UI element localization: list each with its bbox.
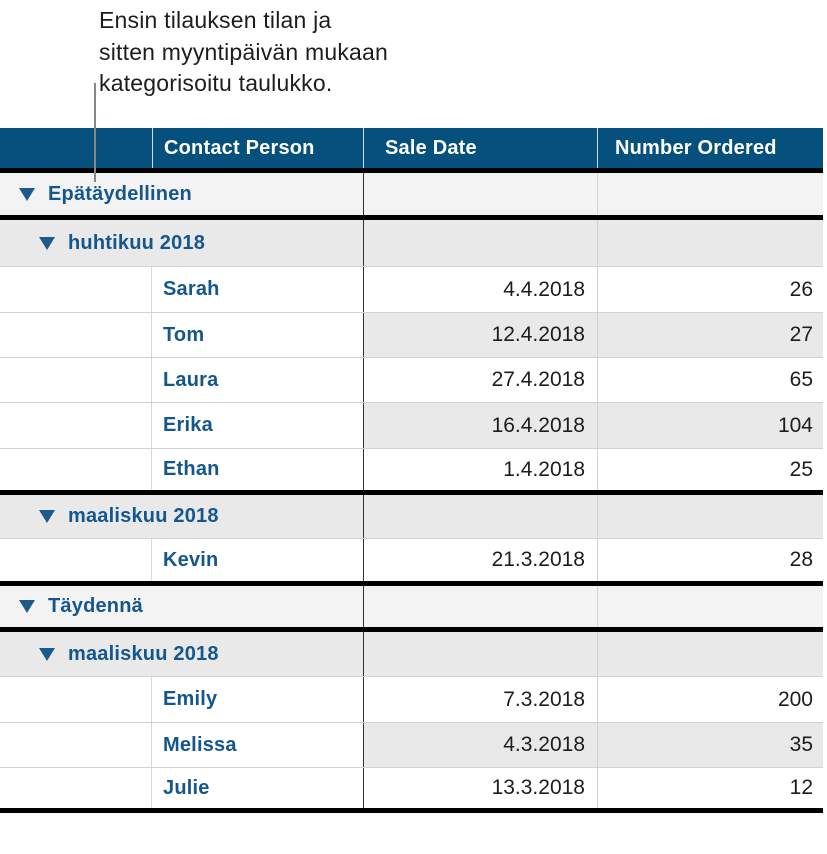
sale-date-cell[interactable]: 13.3.2018 (363, 768, 597, 808)
number-ordered-cell[interactable]: 104 (597, 403, 823, 448)
disclosure-triangle-icon[interactable] (19, 188, 35, 201)
category-label: Epätäydellinen (48, 182, 192, 205)
category-label: Täydennä (48, 595, 143, 617)
sale-date-cell[interactable]: 12.4.2018 (363, 313, 597, 357)
sale-date-cell[interactable]: 4.4.2018 (363, 267, 597, 312)
data-row (0, 539, 823, 586)
data-row (0, 768, 823, 813)
row-stub-cell[interactable] (0, 358, 152, 402)
contact-name-cell[interactable]: Kevin (163, 548, 219, 571)
sale-date-cell[interactable]: 7.3.2018 (363, 677, 597, 722)
contact-name-cell[interactable]: Sarah (163, 278, 220, 300)
sale-date-cell[interactable]: 21.3.2018 (363, 539, 597, 581)
column-header-sale-date[interactable]: Sale Date (363, 128, 597, 168)
empty-cell[interactable] (597, 632, 823, 676)
row-stub-cell[interactable] (0, 267, 152, 312)
sale-date-cell[interactable]: 27.4.2018 (363, 358, 597, 402)
row-stub-cell[interactable] (0, 723, 152, 767)
category-label-cell[interactable] (0, 632, 363, 676)
data-row (0, 358, 823, 403)
disclosure-triangle-icon[interactable] (39, 237, 55, 250)
number-ordered-cell[interactable]: 28 (597, 539, 823, 581)
category-label-cell[interactable] (0, 495, 363, 538)
data-row (0, 403, 823, 449)
empty-cell[interactable] (363, 173, 597, 215)
category-label-cell[interactable] (0, 173, 363, 215)
sale-date-cell[interactable]: 4.3.2018 (363, 723, 597, 767)
category-label-cell[interactable] (0, 586, 363, 627)
empty-cell[interactable] (363, 495, 597, 538)
category-label: maaliskuu 2018 (68, 505, 219, 527)
category-row (0, 586, 823, 632)
data-row (0, 267, 823, 313)
number-ordered-cell[interactable]: 25 (597, 449, 823, 490)
callout-line (94, 83, 96, 182)
row-stub-cell[interactable] (0, 768, 152, 808)
contact-name-cell[interactable]: Erika (163, 414, 213, 436)
category-row (0, 495, 823, 539)
row-stub-cell[interactable] (0, 403, 152, 448)
header-stub-cell[interactable] (0, 128, 152, 168)
row-stub-cell[interactable] (0, 449, 152, 490)
contact-name-cell[interactable]: Melissa (163, 733, 237, 756)
category-row (0, 632, 823, 677)
disclosure-triangle-icon[interactable] (19, 600, 35, 613)
column-header-contact-person[interactable]: Contact Person (152, 128, 363, 168)
number-ordered-cell[interactable]: 35 (597, 723, 823, 767)
data-row (0, 449, 823, 495)
number-ordered-cell[interactable]: 12 (597, 768, 823, 808)
contact-name-cell[interactable]: Emily (163, 688, 218, 710)
sale-date-cell[interactable]: 1.4.2018 (363, 449, 597, 490)
column-header-number-ordered[interactable]: Number Ordered (597, 128, 823, 168)
caption-line-2: sitten myyntipäivän mukaan (99, 38, 389, 65)
empty-cell[interactable] (363, 632, 597, 676)
number-ordered-cell[interactable]: 65 (597, 358, 823, 402)
table-header-row (0, 128, 823, 173)
contact-name-cell[interactable]: Ethan (163, 458, 220, 480)
number-ordered-cell[interactable]: 27 (597, 313, 823, 357)
spreadsheet-table (0, 128, 823, 813)
disclosure-triangle-icon[interactable] (39, 648, 55, 661)
category-label: huhtikuu 2018 (68, 231, 206, 254)
number-ordered-cell[interactable]: 26 (597, 267, 823, 312)
empty-cell[interactable] (363, 586, 597, 627)
contact-name-cell[interactable]: Tom (163, 323, 205, 346)
data-row (0, 313, 823, 358)
caption-line-3: kategorisoitu taulukko. (99, 70, 333, 96)
sale-date-cell[interactable]: 16.4.2018 (363, 403, 597, 448)
empty-cell[interactable] (363, 220, 597, 266)
empty-cell[interactable] (597, 495, 823, 538)
caption-line-1: Ensin tilauksen tilan ja (99, 7, 332, 33)
caption-text (99, 5, 388, 100)
number-ordered-cell[interactable]: 200 (597, 677, 823, 722)
row-stub-cell[interactable] (0, 313, 152, 357)
data-row (0, 723, 823, 768)
category-label: maaliskuu 2018 (68, 642, 219, 665)
category-row (0, 173, 823, 220)
row-stub-cell[interactable] (0, 677, 152, 722)
row-stub-cell[interactable] (0, 539, 152, 581)
contact-name-cell[interactable]: Julie (163, 776, 210, 799)
empty-cell[interactable] (597, 173, 823, 215)
empty-cell[interactable] (597, 220, 823, 266)
category-row (0, 220, 823, 267)
empty-cell[interactable] (597, 586, 823, 627)
category-label-cell[interactable] (0, 220, 363, 266)
contact-name-cell[interactable]: Laura (163, 368, 219, 391)
disclosure-triangle-icon[interactable] (39, 510, 55, 523)
data-row (0, 677, 823, 723)
